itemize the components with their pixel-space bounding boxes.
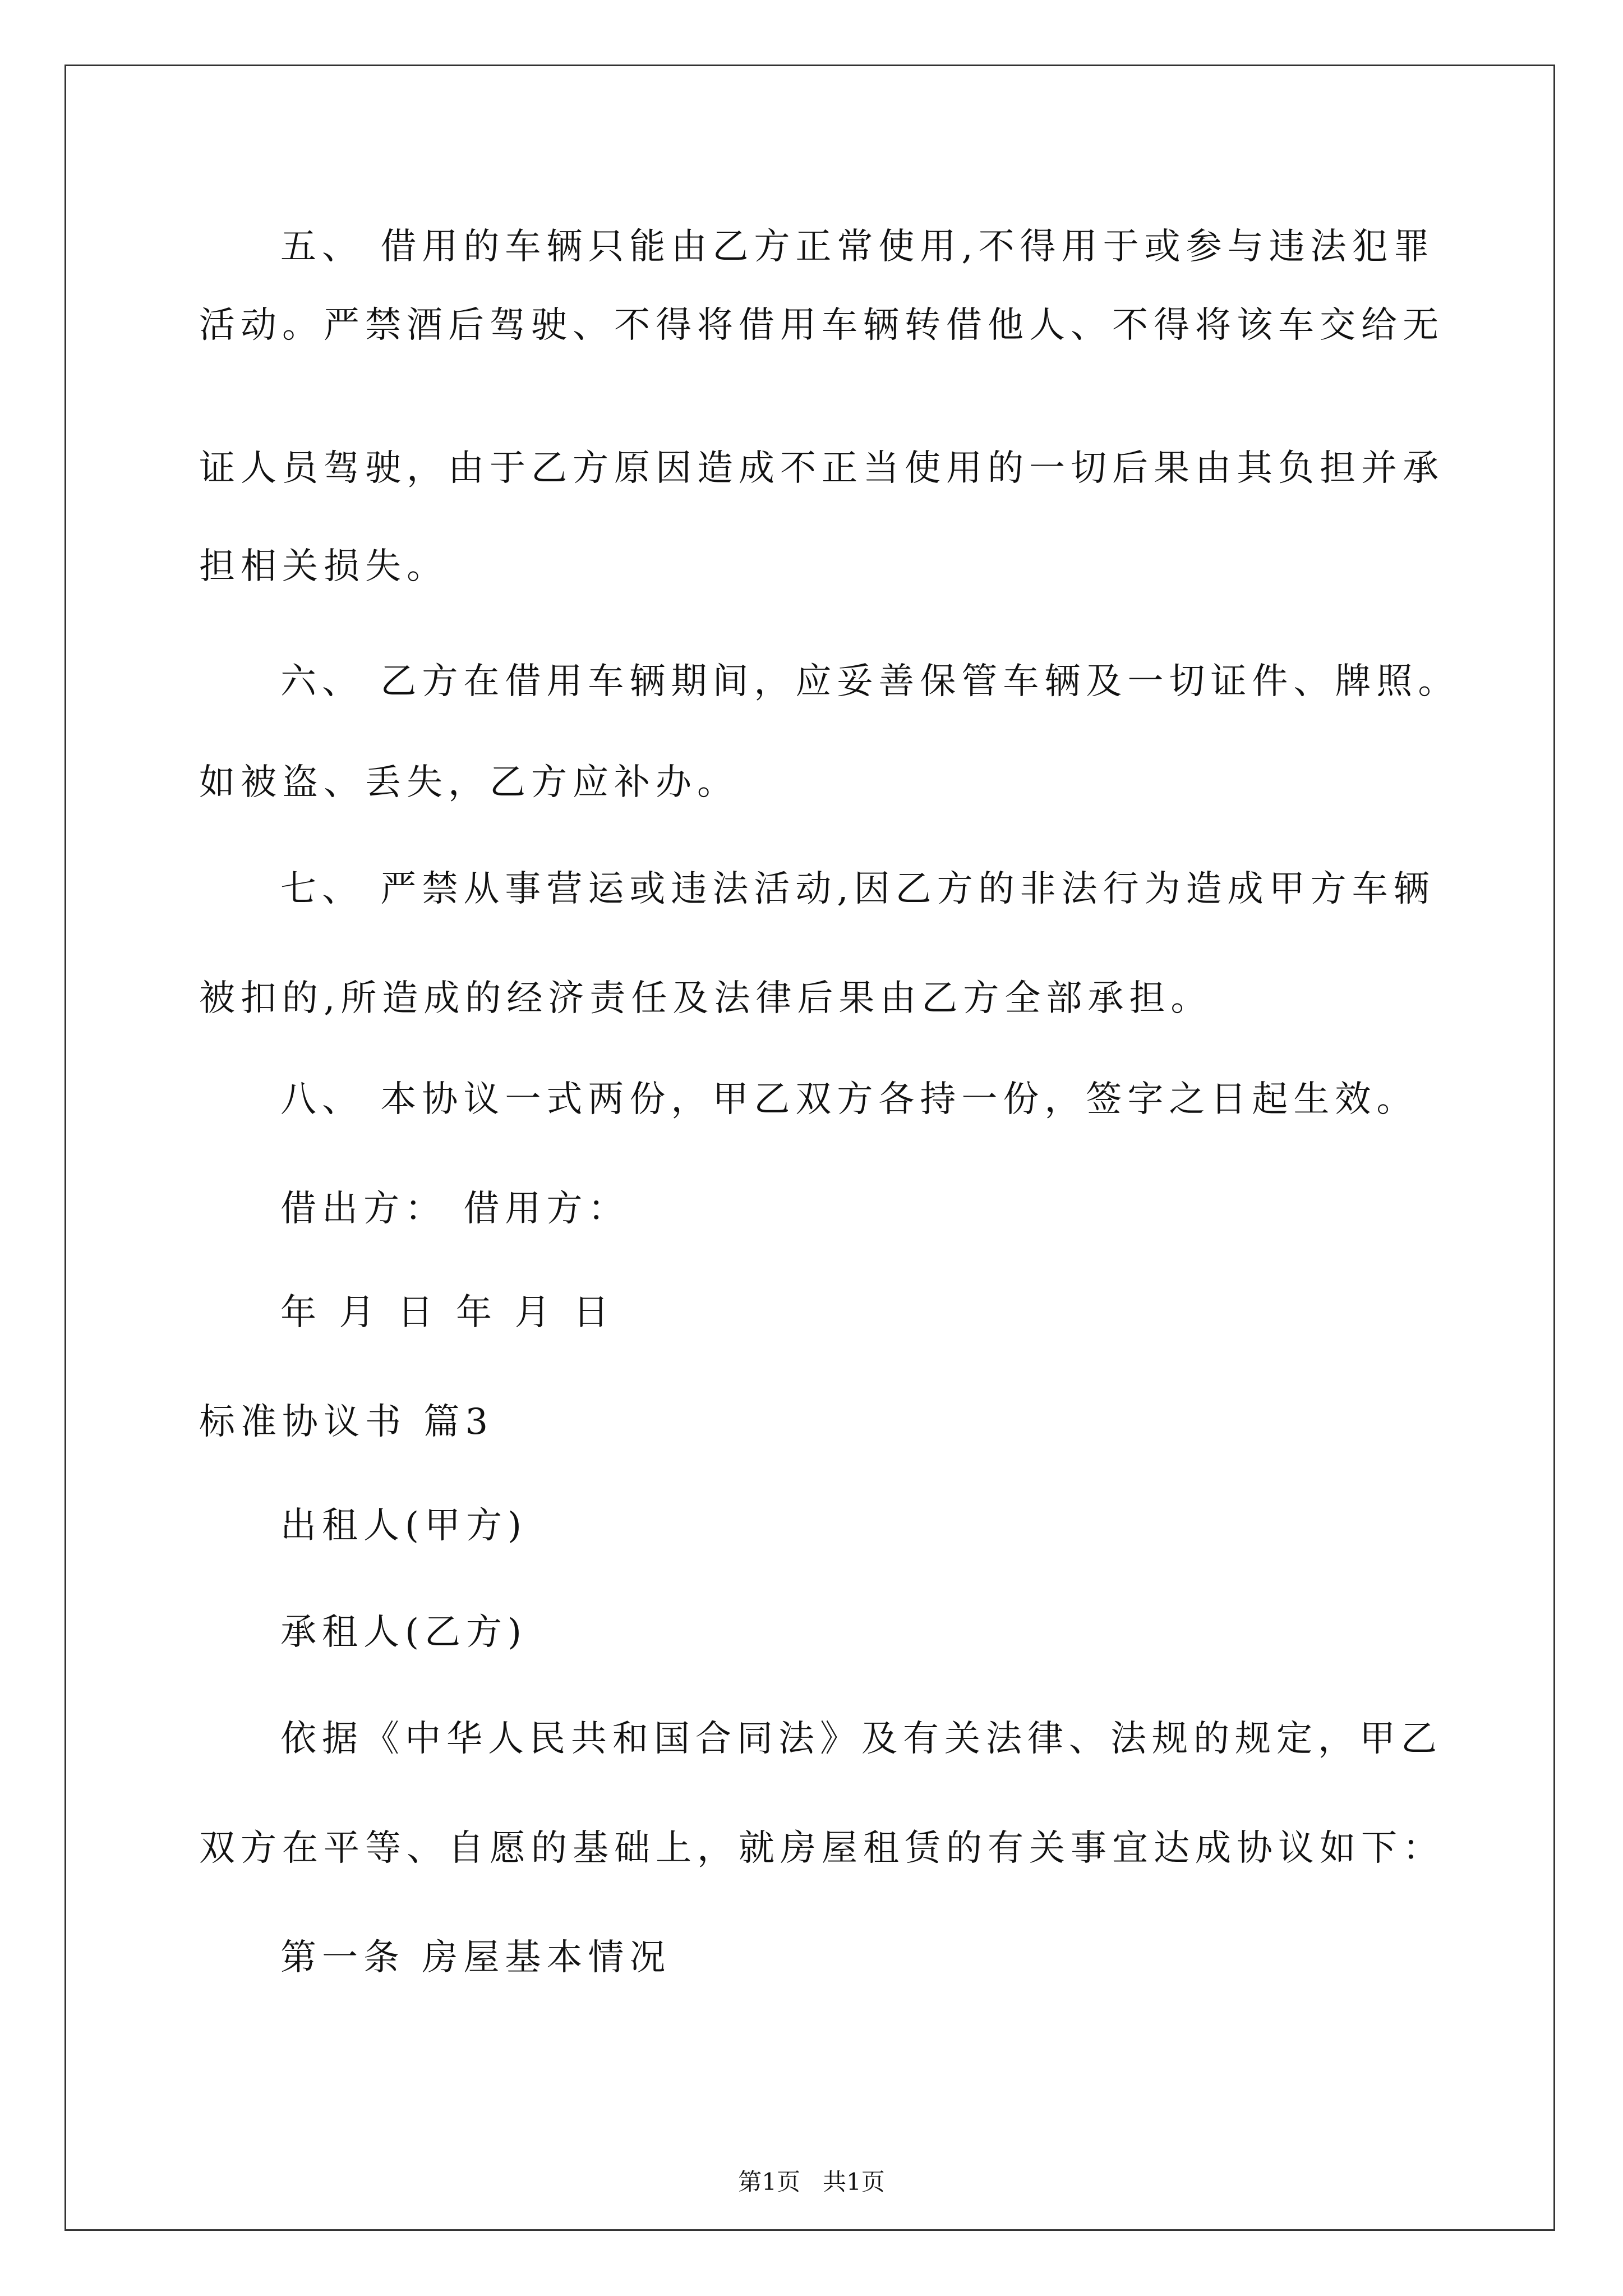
preamble-line-2: 双方在平等、自愿的基础上，就房屋租赁的有关事宜达成协议如下：: [199, 1828, 1444, 1869]
section-heading: 标准协议书 篇3: [199, 1401, 494, 1443]
clause-7-line-2: 被扣的,所造成的经济责任及法律后果由乙方全部承担。: [199, 978, 1212, 1019]
clause-6-line-1: 六、 乙方在借用车辆期间，应妥善保管车辆及一切证件、牌照。: [280, 661, 1460, 702]
clause-8-line-1: 八、 本协议一式两份，甲乙双方各持一份，签字之日起生效。: [280, 1079, 1418, 1120]
lessor-line: 出租人(甲方): [280, 1505, 527, 1547]
page-footer: 第1页 共1页: [738, 2168, 885, 2196]
signature-dates: 年 月 日 年 月 日: [280, 1292, 615, 1333]
clause-6-line-2: 如被盗、丢失，乙方应补办。: [199, 762, 739, 803]
page-border: [64, 65, 1555, 2231]
clause-5-line-2: 活动。严禁酒后驾驶、不得将借用车辆转借他人、不得将该车交给无: [199, 305, 1444, 346]
preamble-line-1: 依据《中华人民共和国合同法》及有关法律、法规的规定，甲乙: [280, 1718, 1442, 1760]
clause-5-line-1: 五、 借用的车辆只能由乙方正常使用,不得用于或参与违法犯罪: [280, 226, 1435, 268]
clause-7-line-1: 七、 严禁从事营运或违法活动,因乙方的非法行为造成甲方车辆: [280, 868, 1435, 910]
signature-parties: 借出方： 借用方：: [280, 1188, 630, 1230]
lessee-line: 承租人(乙方): [280, 1612, 527, 1653]
clause-5-line-3: 证人员驾驶，由于乙方原因造成不正当使用的一切后果由其负担并承: [199, 448, 1444, 489]
clause-5-line-4: 担相关损失。: [199, 546, 448, 587]
article-1-heading: 第一条 房屋基本情况: [280, 1937, 671, 1978]
